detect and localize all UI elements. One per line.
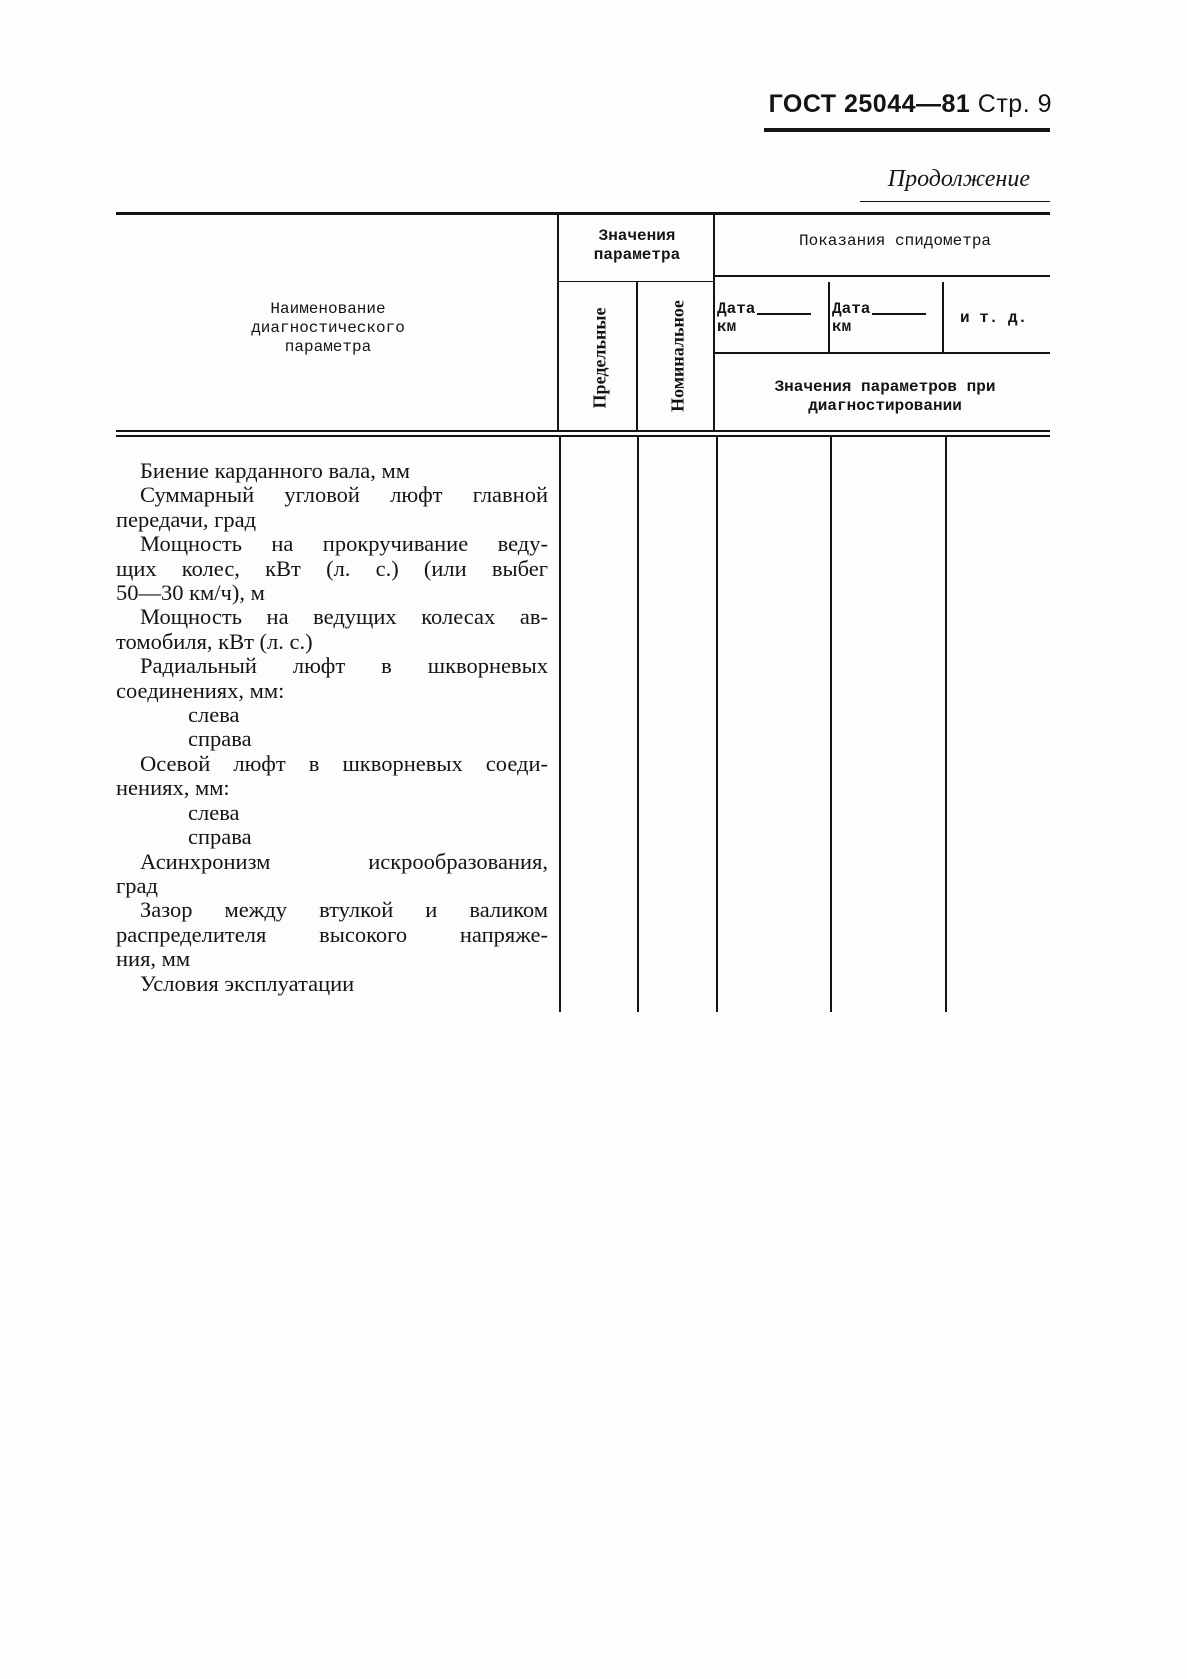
row-gap-2: распределителя высокого напряже- bbox=[116, 921, 548, 947]
row-radial-left: слева bbox=[188, 702, 240, 728]
row-radial-play-1: Радиальный люфт в шкворневых bbox=[140, 653, 548, 679]
col-name-header: Наименование диагностического параметра bbox=[251, 300, 405, 356]
row-turning-power-1: Мощность на прокручивание веду- bbox=[140, 531, 548, 557]
speedometer-header: Показания спидометра bbox=[798, 232, 992, 250]
body-vline-3 bbox=[716, 437, 718, 1012]
row-angular-play-2: передачи, град bbox=[116, 506, 257, 532]
row-axial-play-2: нениях, мм: bbox=[116, 775, 230, 801]
date-row-rule bbox=[713, 352, 1050, 354]
param-subheader-rule bbox=[557, 281, 713, 282]
row-radial-right: справа bbox=[188, 726, 252, 752]
header-vline-4 bbox=[828, 282, 830, 352]
gost-page-header bbox=[760, 90, 1052, 119]
row-turning-power-2: щих колес, кВт (л. с.) (или выбег bbox=[116, 555, 548, 581]
col-nominal-header: Номинальное bbox=[667, 300, 688, 412]
etc-label: и т. д. bbox=[960, 309, 1028, 327]
date-label-1: Дата bbox=[717, 300, 756, 318]
date-blank-2 bbox=[872, 313, 926, 315]
body-vline-5 bbox=[945, 437, 947, 1012]
header-vline-3 bbox=[713, 214, 715, 432]
row-turning-power-3: 50—30 км/ч), м bbox=[116, 580, 265, 606]
row-gap-1: Зазор между втулкой и валиком bbox=[140, 897, 548, 923]
row-axial-right: справа bbox=[188, 824, 252, 850]
row-asynchronism-1: Асинхронизм искрообразования, bbox=[140, 848, 548, 874]
diag-values-header: Значения параметров при диагностировании bbox=[774, 378, 996, 415]
header-rule bbox=[764, 128, 1050, 132]
date-cell-1 bbox=[717, 300, 825, 336]
row-wheel-power-2: томобиля, кВт (л. с.) bbox=[116, 628, 313, 654]
speedo-subheader-rule bbox=[713, 275, 1050, 277]
body-vline-4 bbox=[830, 437, 832, 1012]
continuation-label: Продолжение bbox=[887, 166, 1030, 192]
row-operating-conditions: Условия эксплуатации bbox=[140, 970, 355, 996]
body-vline-2 bbox=[637, 437, 639, 1012]
row-wheel-power-1: Мощность на ведущих колесах ав- bbox=[140, 604, 548, 630]
header-vline-1 bbox=[557, 214, 559, 432]
km-label-2: км bbox=[832, 318, 852, 336]
table-top-rule bbox=[116, 212, 1050, 215]
header-vline-5 bbox=[942, 282, 944, 352]
row-gap-3: ния, мм bbox=[116, 946, 191, 972]
param-values-header: Значения параметра bbox=[593, 227, 681, 264]
date-label-2: Дата bbox=[832, 300, 871, 318]
row-angular-play-1: Суммарный угловой люфт главной bbox=[140, 482, 548, 508]
date-cell-2 bbox=[832, 300, 940, 336]
row-radial-play-2: соединениях, мм: bbox=[116, 677, 285, 703]
row-axial-left: слева bbox=[188, 799, 240, 825]
gost-label: ГОСТ 25044—81 bbox=[768, 90, 971, 118]
km-label-1: км bbox=[717, 318, 737, 336]
body-vline-1 bbox=[559, 437, 561, 1012]
continuation-rule bbox=[860, 201, 1050, 202]
date-blank-1 bbox=[757, 313, 811, 315]
row-axial-play-1: Осевой люфт в шкворневых соеди- bbox=[140, 750, 548, 776]
col-limit-header: Предельные bbox=[589, 307, 610, 409]
row-cardan-runout: Биение карданного вала, мм bbox=[140, 458, 410, 483]
page-number: Стр. 9 bbox=[977, 90, 1052, 118]
header-rule-lower bbox=[116, 435, 1050, 437]
parameter-list bbox=[116, 459, 548, 996]
header-vline-2 bbox=[636, 282, 638, 432]
header-rule-upper bbox=[116, 430, 1050, 432]
row-asynchronism-2: град bbox=[116, 872, 158, 898]
